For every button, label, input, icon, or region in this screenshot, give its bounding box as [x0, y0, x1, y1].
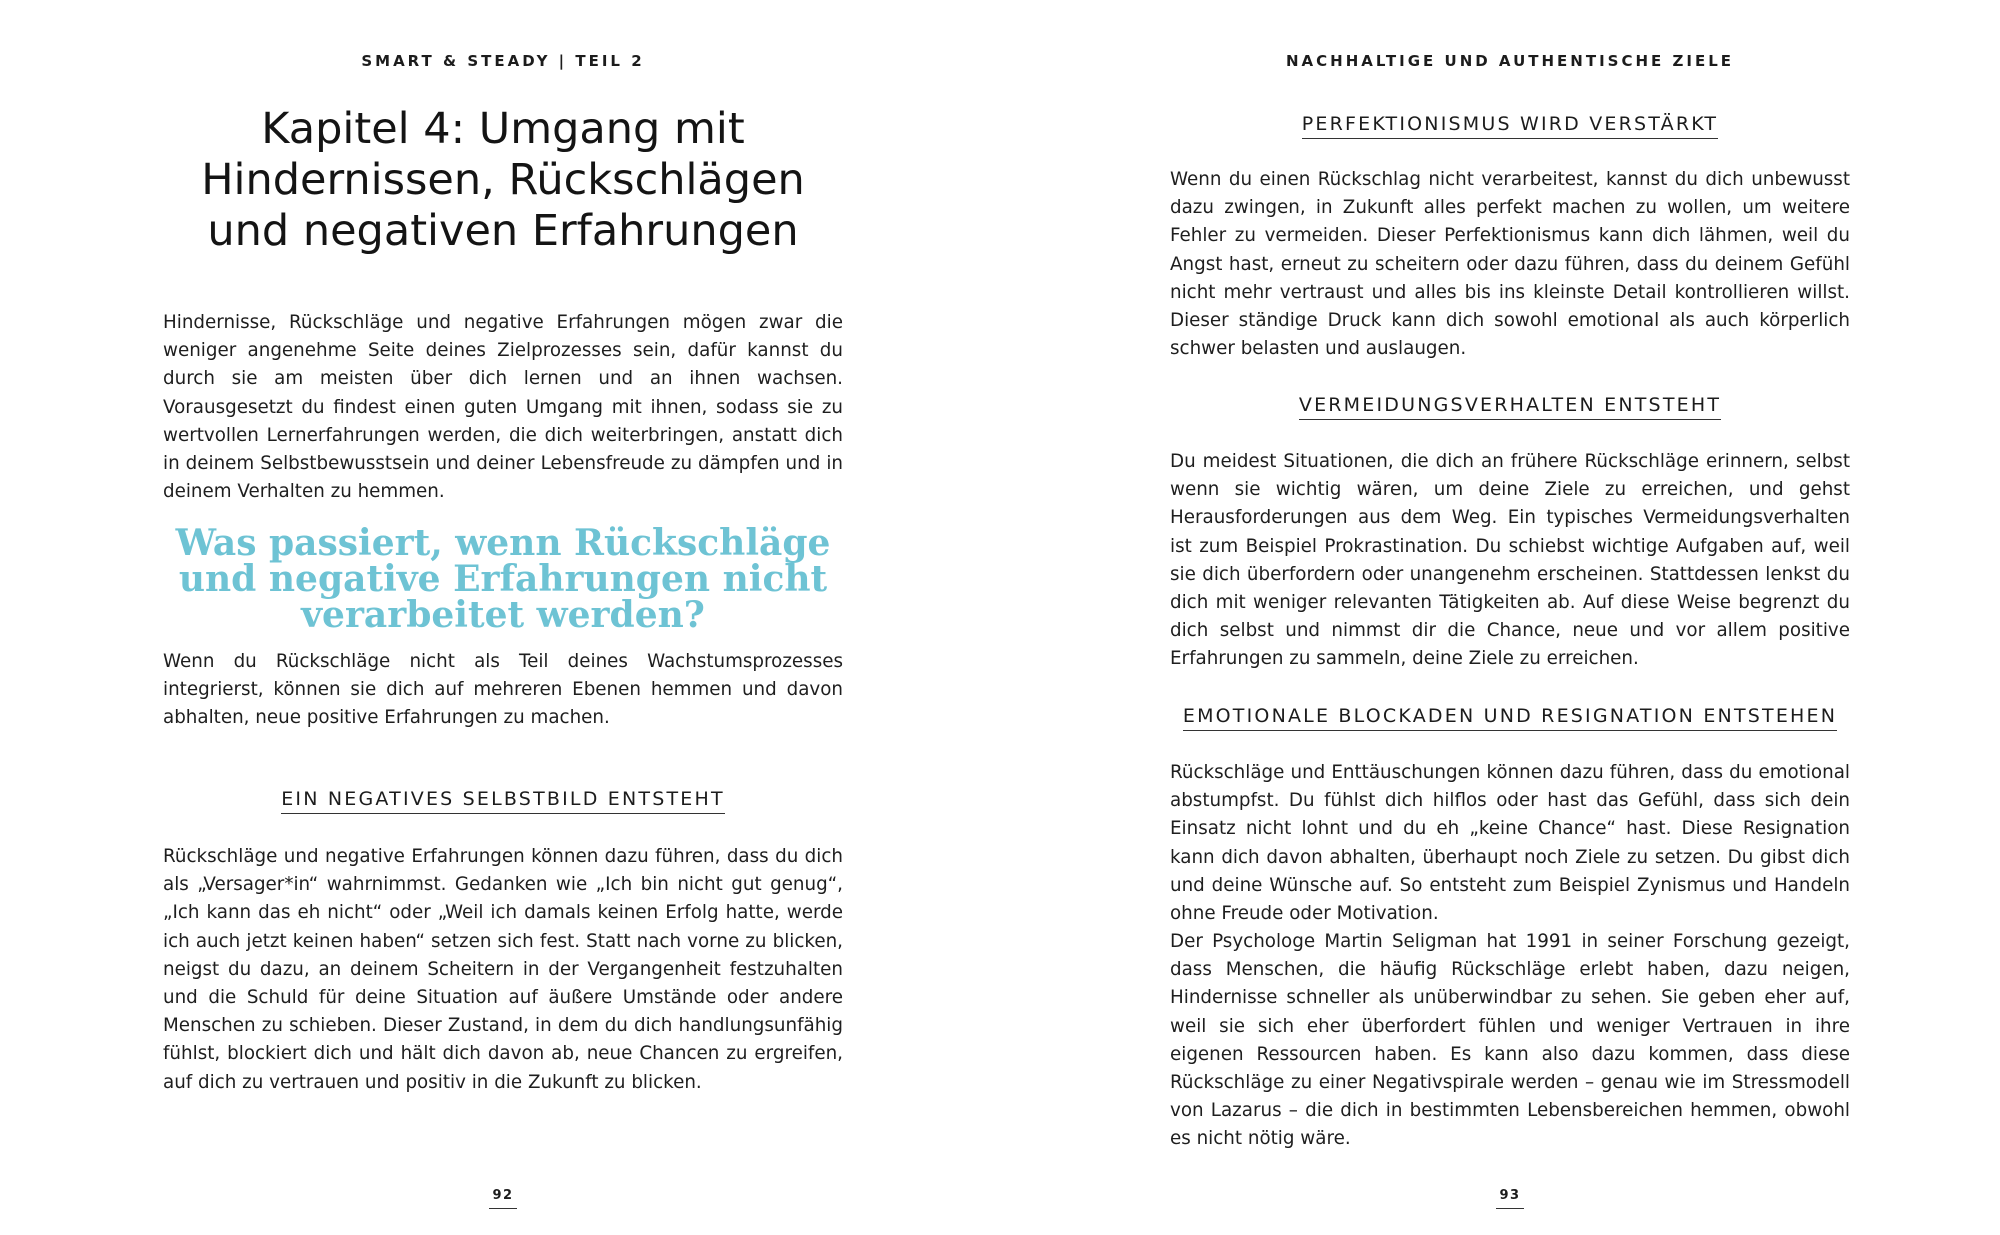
subheading-container: [163, 788, 843, 814]
chapter-title-line: Kapitel 4: Umgang mit: [261, 104, 745, 154]
chapter-title: [163, 104, 843, 257]
page-number-container: [163, 1184, 843, 1209]
section-heading-line: und negative Erfahrungen nicht: [178, 558, 828, 600]
section-heading-line: verarbeitet werden?: [301, 594, 705, 636]
subheading-container: [1170, 394, 1850, 420]
body-paragraph: Wenn du einen Rückschlag nicht verarbeitest, kannst du dich unbewusst dazu zwingen, in Zukunft alles perfekt machen zu wollen, um weitere Fehler zu vermeiden. Dieser Perfektionismus kann dich lähmen, weil du Angst hast, erneut zu scheitern oder dazu führen, dass du deinem Gefühl nicht mehr vertraust und alles bis ins kleinste Detail kontrollieren willst. Dieser ständige Druck kann dich sowohl emotional als auch körperlich schwer belasten und auslaugen.: [1170, 169, 1850, 360]
subheading: VERMEIDUNGSVERHALTEN ENTSTEHT: [1299, 394, 1721, 420]
chapter-title-line: Hindernissen, Rückschlägen: [201, 155, 805, 205]
intro-paragraph: Hindernisse, Rückschläge und negative Erfahrungen mögen zwar die weniger angenehme Seite deines Zielprozesses sein, dafür kannst du durch sie am meisten über dich lernen und an ihnen wachsen. Vorausgesetzt du findest einen guten Umgang mit ihnen, sodass sie zu wertvollen Lernerfahrungen werden, die dich weiterbringen, anstatt dich in deinem Selbstbewusstsein und deiner Lebensfreude zu dämpfen und in deinem Verhalten zu hemmen.: [163, 312, 843, 503]
page-number: 92: [489, 1188, 516, 1209]
subheading-container: [1170, 113, 1850, 139]
left-page: [163, 0, 843, 1235]
right-page: [1170, 0, 1850, 1235]
body-paragraph: Rückschläge und negative Erfahrungen können dazu führen, dass du dich als „Versager*in“ wahrnimmst. Gedanken wie „Ich bin nicht gut genug“, „Ich kann das eh nicht“ oder „Weil ich damals keinen Erfolg hatte, werde ich auch jetzt keinen haben“ setzen sich fest. Statt nach vorne zu blicken, neigst du dazu, an deinem Scheitern in der Vergangenheit festzuhalten und die Schuld für deine Situation auf äußere Umstände oder andere Menschen zu schieben. Dieser Zustand, in dem du dich handlungsunfähig fühlst, blockiert dich und hält dich davon ab, neue Chancen zu ergreifen, auf dich zu vertrauen und positiv in die Zukunft zu blicken.: [163, 846, 843, 1093]
body-paragraph: Du meidest Situationen, die dich an frühere Rückschläge erinnern, selbst wenn sie wichtig wären, um deine Ziele zu erreichen, und gehst Herausforderungen aus dem Weg. Ein typisches Vermeidungsverhalten ist zum Beispiel Prokrastination. Du schiebst wichtige Aufgaben auf, weil sie dich überfordern oder unangenehm erscheinen. Stattdessen lenkst du dich mit weniger relevanten Tätigkeiten ab. Auf diese Weise begrenzt du dich selbst und nimmst dir die Chance, neue und vor allem positive Erfahrungen zu sammeln, deine Ziele zu erreichen.: [1170, 451, 1850, 670]
section-heading: [163, 522, 843, 636]
page-number-container: [1170, 1184, 1850, 1209]
subheading-container: [1170, 705, 1850, 731]
subheading: PERFEKTIONISMUS WIRD VERSTÄRKT: [1302, 113, 1718, 139]
running-head: NACHHALTIGE UND AUTHENTISCHE ZIELE: [1285, 52, 1735, 70]
chapter-title-line: und negativen Erfahrungen: [207, 206, 799, 256]
closing-paragraph: Der Psychologe Martin Seligman hat 1991 in seiner Forschung gezeigt, dass Menschen, die häufig Rückschläge erlebt haben, dazu neigen, Hindernisse schneller als unüberwindbar zu sehen. Sie geben eher auf, weil sie sich eher überfordert fühlen und weniger Vertrauen in ihre eigenen Ressourcen haben. Es kann also dazu kommen, dass diese Rückschläge zu einer Negativspirale werden – genau wie im Stressmodell von Lazarus – die dich in bestimmten Lebensbereichen hemmen, obwohl es nicht nötig wäre.: [1170, 931, 1850, 1150]
page-number: 93: [1496, 1188, 1523, 1209]
body-paragraph: Rückschläge und Enttäuschungen können dazu führen, dass du emotional abstumpfst. Du fühlst dich hilflos oder hast das Gefühl, dass sich dein Einsatz nicht lohnt und du eh „keine Chance“ hast. Diese Resignation kann dich davon abhalten, überhaupt noch Ziele zu setzen. Du gibst dich und deine Wünsche auf. So entsteht zum Beispiel Zynismus und Handeln ohne Freude oder Motivation.: [1170, 762, 1850, 925]
subheading: EMOTIONALE BLOCKADEN UND RESIGNATION ENTSTEHEN: [1183, 705, 1837, 731]
running-head: SMART & STEADY | TEIL 2: [361, 52, 645, 70]
section-paragraph: Wenn du Rückschläge nicht als Teil deines Wachstumsprozesses integrierst, können sie dich auf mehreren Ebenen hemmen und davon abhalten, neue positive Erfahrungen zu machen.: [163, 651, 843, 729]
section-heading-line: Was passiert, wenn Rückschläge: [175, 522, 831, 564]
subheading: EIN NEGATIVES SELBSTBILD ENTSTEHT: [281, 788, 725, 814]
